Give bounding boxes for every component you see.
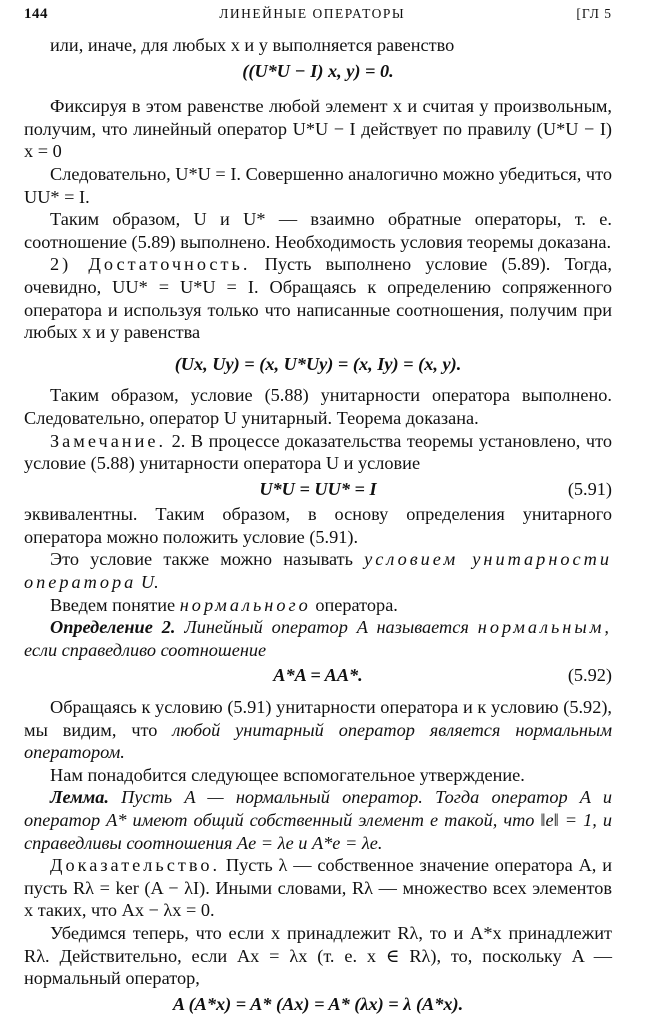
page-body <box>24 34 612 1015</box>
paragraph-remark <box>24 430 612 475</box>
unitary-normal-italic: любой унитарный оператор является нормальным оператором. <box>24 719 612 763</box>
paragraph-unitary-is-normal <box>24 696 612 764</box>
equation-4 <box>24 664 612 687</box>
equation-4-formula: A*A = AA*. <box>273 665 363 686</box>
paragraph-fixing: Фиксируя в этом равенстве любой элемент x и считая y произвольным, получим, что линейный оператор U*U − I действует по правилу (U*U − I) x = 0 <box>24 96 612 162</box>
definition-label: Определение 2. <box>50 617 176 638</box>
sufficiency-text: Пусть выполнено условие (5.89). Тогда, очевидно, UU* = U*U = I. Обращаясь к определению сопряженного оператора и используя только что написанные соотношения, получим при любых x и y равенства <box>24 254 612 343</box>
remark-label: Замечание. <box>50 430 167 451</box>
paragraph-equivalent: эквивалентны. Таким образом, в основу определения унитарного оператора можно положить условие (5.91). <box>24 504 612 547</box>
equation-4-number: (5.92) <box>567 665 612 686</box>
unitarity-text-start: Это условие также можно называть <box>50 549 353 570</box>
page-header <box>24 6 612 34</box>
equation-3 <box>24 478 612 501</box>
equation-1 <box>24 60 612 83</box>
paragraph-unitarity-condition <box>24 548 612 593</box>
paragraph-normal-intro <box>24 594 612 617</box>
normal-intro-end: оператора. <box>315 594 398 615</box>
normal-intro-spaced: нормального <box>179 594 311 615</box>
unitary-normal-start: Обращаясь к условию (5.91) унитарности оператора и к условию (5.92), мы видим, что <box>24 697 612 740</box>
running-title: ЛИНЕЙНЫЕ ОПЕРАТОРЫ <box>219 6 406 21</box>
paragraph-auxiliary: Нам понадобится следующее вспомогательное утверждение. <box>50 764 525 785</box>
paragraph-intro: или, иначе, для любых x и y выполняется равенство <box>50 35 455 55</box>
equation-5-formula: A (A*x) = A* (Ax) = A* (λx) = λ (A*x). <box>172 993 464 1014</box>
paragraph-theorem-proved: Таким образом, условие (5.88) унитарности оператора выполнено. Следовательно, оператор U унитарный. Теорема доказана. <box>24 385 612 428</box>
paragraph-inverse: Таким образом, U и U* — взаимно обратные операторы, т. е. соотношение (5.89) выполнено. Необходимость условия теоремы доказана. <box>24 209 612 252</box>
paragraph-lemma <box>24 786 612 854</box>
unitarity-text-end: U. <box>140 572 159 593</box>
paragraph-sufficiency <box>24 253 612 343</box>
proof-label: Доказательство. <box>50 855 221 876</box>
equation-3-formula: U*U = UU* = I <box>259 478 377 499</box>
equation-2-formula: (Ux, Uy) = (x, U*Uy) = (x, Iy) = (x, y). <box>174 353 462 374</box>
paragraph-consequently: Следовательно, U*U = I. Совершенно аналогично можно убедиться, что UU* = I. <box>24 163 612 207</box>
remark-text: 2. В процессе доказательства теоремы установлено, что условие (5.88) унитарности оператора U и условие <box>24 430 612 474</box>
equation-2 <box>24 353 612 376</box>
sufficiency-label: 2) Достаточность. <box>50 254 251 275</box>
paragraph-invariance: Убедимся теперь, что если x принадлежит Rλ, то и A*x принадлежит Rλ. Действительно, если Ax = λx (т. е. x ∈ Rλ), то, поскольку A — нормальный оператор, <box>24 922 612 989</box>
definition-spaced: нормальным, <box>477 617 612 638</box>
equation-5 <box>24 993 612 1016</box>
definition-text: Линейный оператор A называется <box>184 617 469 638</box>
page-number: 144 <box>24 6 48 22</box>
chapter-label: [ГЛ 5 <box>576 6 612 21</box>
lemma-label: Лемма. <box>50 787 109 808</box>
definition-end: если справедливо соотношение <box>24 639 267 660</box>
normal-intro-start: Введем понятие <box>50 594 176 615</box>
lemma-text: Пусть A — нормальный оператор. Тогда оператор A и оператор A* имеют общий собственный элемент e такой, что ‖e‖ = 1, и справедливы соотношения Ae = λe и A*e = λe. <box>24 787 612 853</box>
equation-1-formula: ((U*U − I) x, y) = 0. <box>242 60 394 81</box>
unitarity-spaced-term: условием унитарности оператора <box>24 549 612 593</box>
paragraph-proof <box>24 854 612 922</box>
paragraph-definition <box>24 616 612 661</box>
equation-3-number: (5.91) <box>567 478 612 499</box>
proof-text: Пусть λ — собственное значение оператора A, и пусть Rλ = ker (A − λI). Иными словами, Rλ — множество всех элементов x таких, что Ax − λx = 0. <box>24 855 612 921</box>
